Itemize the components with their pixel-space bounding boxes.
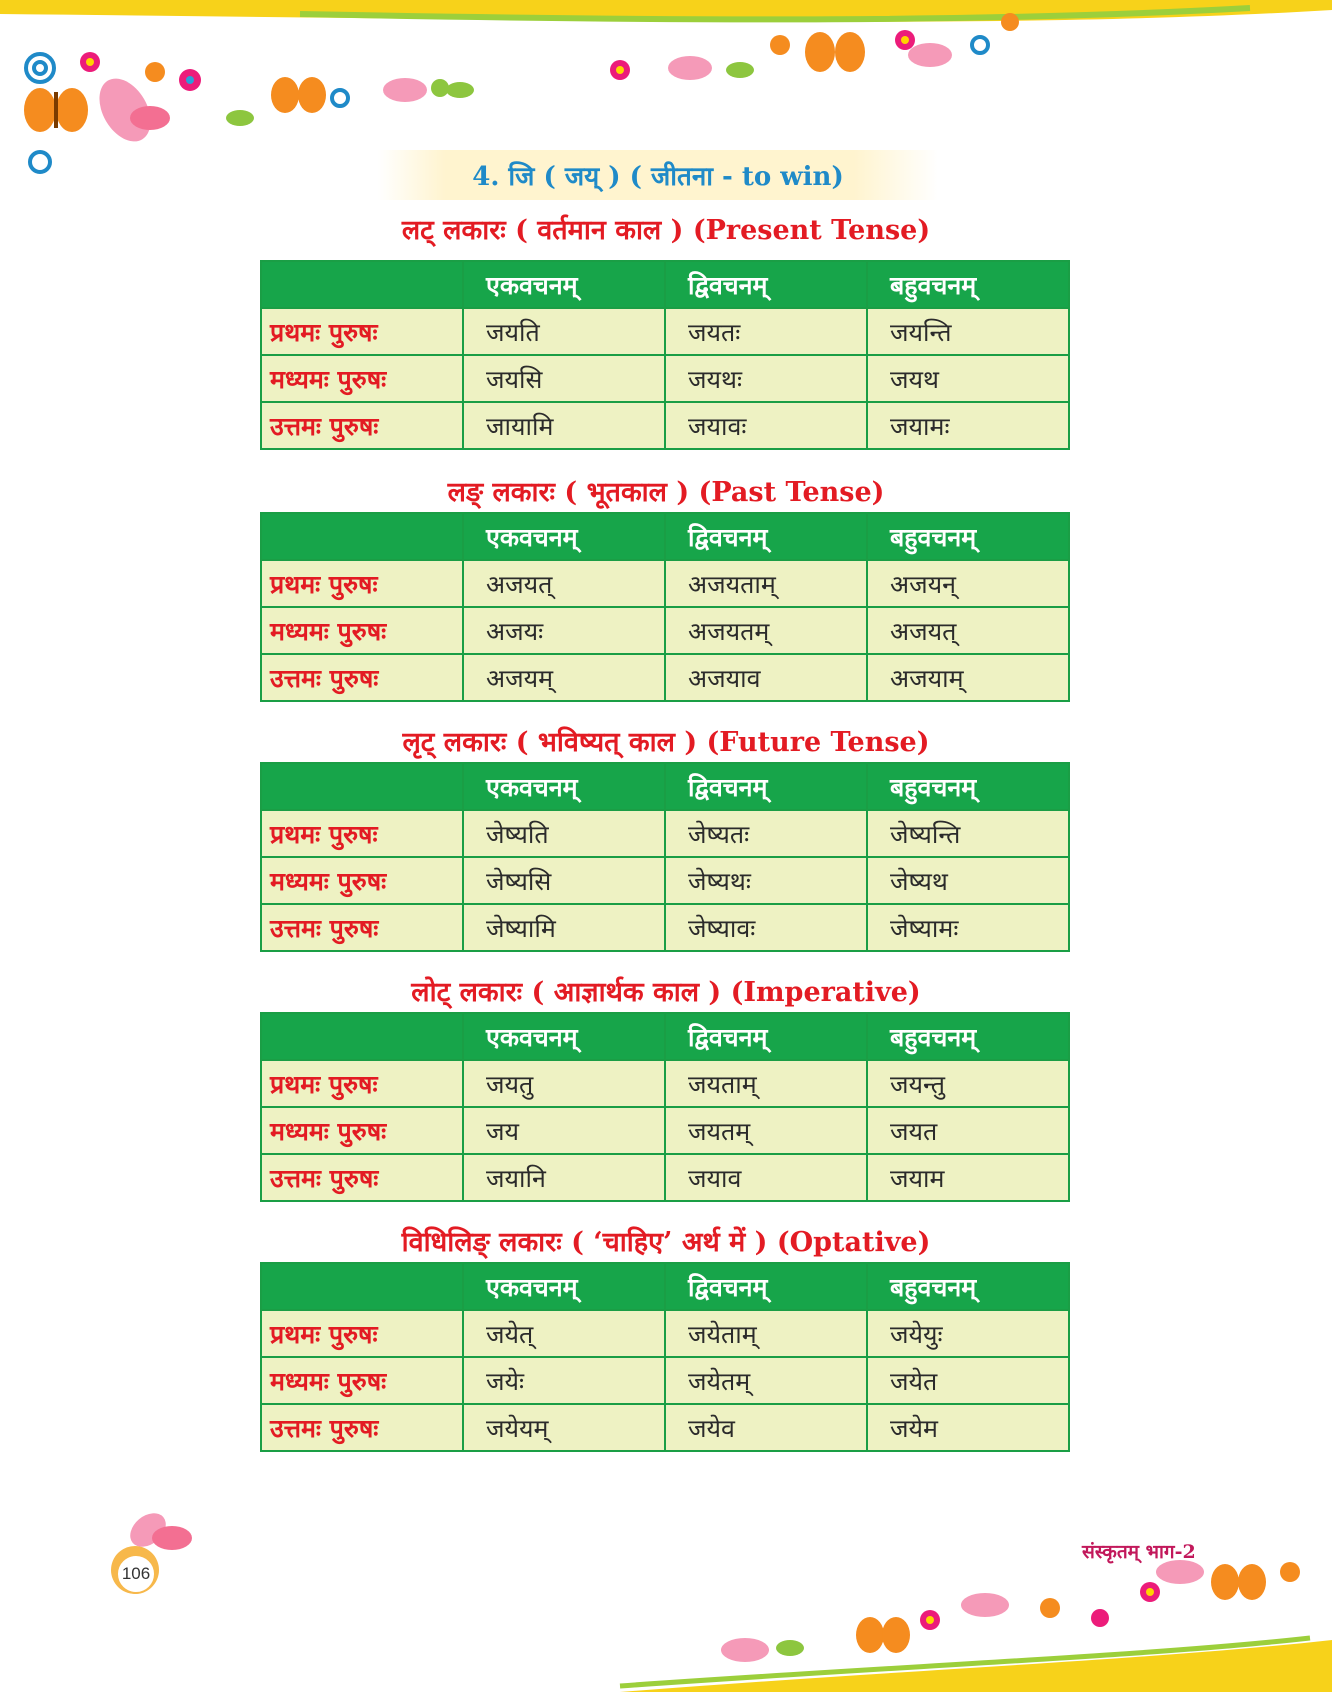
table-header-row: [261, 261, 1069, 308]
table-row: [261, 810, 1069, 857]
header-dual: द्विवचनम्: [665, 763, 867, 810]
table-row: [261, 1404, 1069, 1451]
person-label: प्रथमः पुरुषः: [261, 1310, 463, 1357]
table-cell: अजयन्: [867, 560, 1069, 607]
table-cell: जेष्यति: [463, 810, 665, 857]
table-cell: जयथः: [665, 355, 867, 402]
table-cell: अजयतम्: [665, 607, 867, 654]
table-cell: जयानि: [463, 1154, 665, 1201]
conjugation-table-optative: [260, 1262, 1070, 1452]
table-cell: जयत: [867, 1107, 1069, 1154]
table-cell: जयतम्: [665, 1107, 867, 1154]
table-row: [261, 1357, 1069, 1404]
table-cell: जयथ: [867, 355, 1069, 402]
table-cell: जेष्यामि: [463, 904, 665, 951]
table-cell: जेष्यन्ति: [867, 810, 1069, 857]
table-cell: जयाव: [665, 1154, 867, 1201]
table-header-row: [261, 1263, 1069, 1310]
person-label: उत्तमः पुरुषः: [261, 402, 463, 449]
header-plural: बहुवचनम्: [867, 1263, 1069, 1310]
table-cell: जयसि: [463, 355, 665, 402]
table-row: [261, 355, 1069, 402]
table-cell: जायामि: [463, 402, 665, 449]
person-label: उत्तमः पुरुषः: [261, 1154, 463, 1201]
header-empty: [261, 1263, 463, 1310]
person-label: मध्यमः पुरुषः: [261, 857, 463, 904]
header-plural: बहुवचनम्: [867, 763, 1069, 810]
table-cell: जयन्तु: [867, 1060, 1069, 1107]
table-row: [261, 560, 1069, 607]
header-dual: द्विवचनम्: [665, 1013, 867, 1060]
table-row: [261, 1154, 1069, 1201]
person-label: प्रथमः पुरुषः: [261, 810, 463, 857]
table-cell: अजयाव: [665, 654, 867, 701]
table-cell: जयेयुः: [867, 1310, 1069, 1357]
table-cell: जयेत: [867, 1357, 1069, 1404]
table-cell: जेष्यतः: [665, 810, 867, 857]
section-title-present: लट् लकारः ( वर्तमान काल ) (Present Tense): [401, 215, 931, 246]
table-cell: अजयत्: [867, 607, 1069, 654]
butterfly-icon: [24, 88, 88, 132]
header-dual: द्विवचनम्: [665, 261, 867, 308]
person-label: मध्यमः पुरुषः: [261, 607, 463, 654]
butterfly-icon: [805, 32, 865, 72]
table-header-row: [261, 513, 1069, 560]
butterfly-icon: [856, 1564, 1266, 1653]
header-empty: [261, 763, 463, 810]
table-cell: जेष्यामः: [867, 904, 1069, 951]
person-label: उत्तमः पुरुषः: [261, 1404, 463, 1451]
book-title: संस्कृतम् भाग-2: [1082, 1541, 1196, 1563]
table-cell: जेष्यथः: [665, 857, 867, 904]
section-title-past: लङ् लकारः ( भूतकाल ) (Past Tense): [447, 477, 885, 508]
table-row: [261, 1310, 1069, 1357]
person-label: मध्यमः पुरुषः: [261, 1107, 463, 1154]
person-label: उत्तमः पुरुषः: [261, 654, 463, 701]
person-label: प्रथमः पुरुषः: [261, 560, 463, 607]
table-row: [261, 308, 1069, 355]
table-cell: जयाम: [867, 1154, 1069, 1201]
leaf-icon: [776, 1640, 804, 1656]
table-cell: अजयम्: [463, 654, 665, 701]
conjugation-table-present: [260, 260, 1070, 450]
table-cell: जेष्यावः: [665, 904, 867, 951]
table-cell: अजयताम्: [665, 560, 867, 607]
header-dual: द्विवचनम्: [665, 1263, 867, 1310]
header-plural: बहुवचनम्: [867, 1013, 1069, 1060]
table-cell: जयति: [463, 308, 665, 355]
person-label: उत्तमः पुरुषः: [261, 904, 463, 951]
table-header-row: [261, 763, 1069, 810]
table-row: [261, 654, 1069, 701]
person-label: प्रथमः पुरुषः: [261, 1060, 463, 1107]
table-row: [261, 402, 1069, 449]
section-title-future: लृट् लकारः ( भविष्यत् काल ) (Future Tense): [402, 727, 930, 758]
person-label: प्रथमः पुरुषः: [261, 308, 463, 355]
page-number: 106: [116, 1554, 156, 1594]
header-singular: एकवचनम्: [463, 763, 665, 810]
table-cell: जयेम: [867, 1404, 1069, 1451]
table-cell: जयावः: [665, 402, 867, 449]
table-row: [261, 607, 1069, 654]
section-title-optative: विधिलिङ् लकारः ( ‘चाहिए’ अर्थ में ) (Optative): [401, 1227, 931, 1258]
header-singular: एकवचनम्: [463, 513, 665, 560]
conjugation-table-future: [260, 762, 1070, 952]
table-cell: जयताम्: [665, 1060, 867, 1107]
table-cell: जयामः: [867, 402, 1069, 449]
person-label: मध्यमः पुरुषः: [261, 355, 463, 402]
verb-heading: 4. जि ( जय् ) ( जीतना - to win): [378, 150, 938, 200]
conjugation-table-imperative: [260, 1012, 1070, 1202]
header-singular: एकवचनम्: [463, 1263, 665, 1310]
table-cell: जयन्ति: [867, 308, 1069, 355]
table-cell: जय: [463, 1107, 665, 1154]
table-cell: जयेत्: [463, 1310, 665, 1357]
header-plural: बहुवचनम्: [867, 513, 1069, 560]
table-cell: अजयाम्: [867, 654, 1069, 701]
table-cell: अजयत्: [463, 560, 665, 607]
table-row: [261, 1060, 1069, 1107]
header-empty: [261, 513, 463, 560]
header-empty: [261, 1013, 463, 1060]
header-singular: एकवचनम्: [463, 261, 665, 308]
table-cell: जयेताम्: [665, 1310, 867, 1357]
header-empty: [261, 261, 463, 308]
table-cell: जयतु: [463, 1060, 665, 1107]
flower-icon: [80, 13, 1019, 97]
table-row: [261, 1107, 1069, 1154]
table-cell: जेष्यसि: [463, 857, 665, 904]
table-row: [261, 904, 1069, 951]
header-dual: द्विवचनम्: [665, 513, 867, 560]
table-cell: जयेतम्: [665, 1357, 867, 1404]
section-title-imperative: लोट् लकारः ( आज्ञार्थक काल ) (Imperative): [411, 977, 921, 1008]
header-singular: एकवचनम्: [463, 1013, 665, 1060]
table-cell: जयेः: [463, 1357, 665, 1404]
table-row: [261, 857, 1069, 904]
table-header-row: [261, 1013, 1069, 1060]
table-cell: जयेव: [665, 1404, 867, 1451]
table-cell: जेष्यथ: [867, 857, 1069, 904]
table-cell: जयेयम्: [463, 1404, 665, 1451]
person-label: मध्यमः पुरुषः: [261, 1357, 463, 1404]
table-cell: अजयः: [463, 607, 665, 654]
butterfly-icon: [271, 77, 326, 113]
header-plural: बहुवचनम्: [867, 261, 1069, 308]
table-cell: जयतः: [665, 308, 867, 355]
conjugation-table-past: [260, 512, 1070, 702]
